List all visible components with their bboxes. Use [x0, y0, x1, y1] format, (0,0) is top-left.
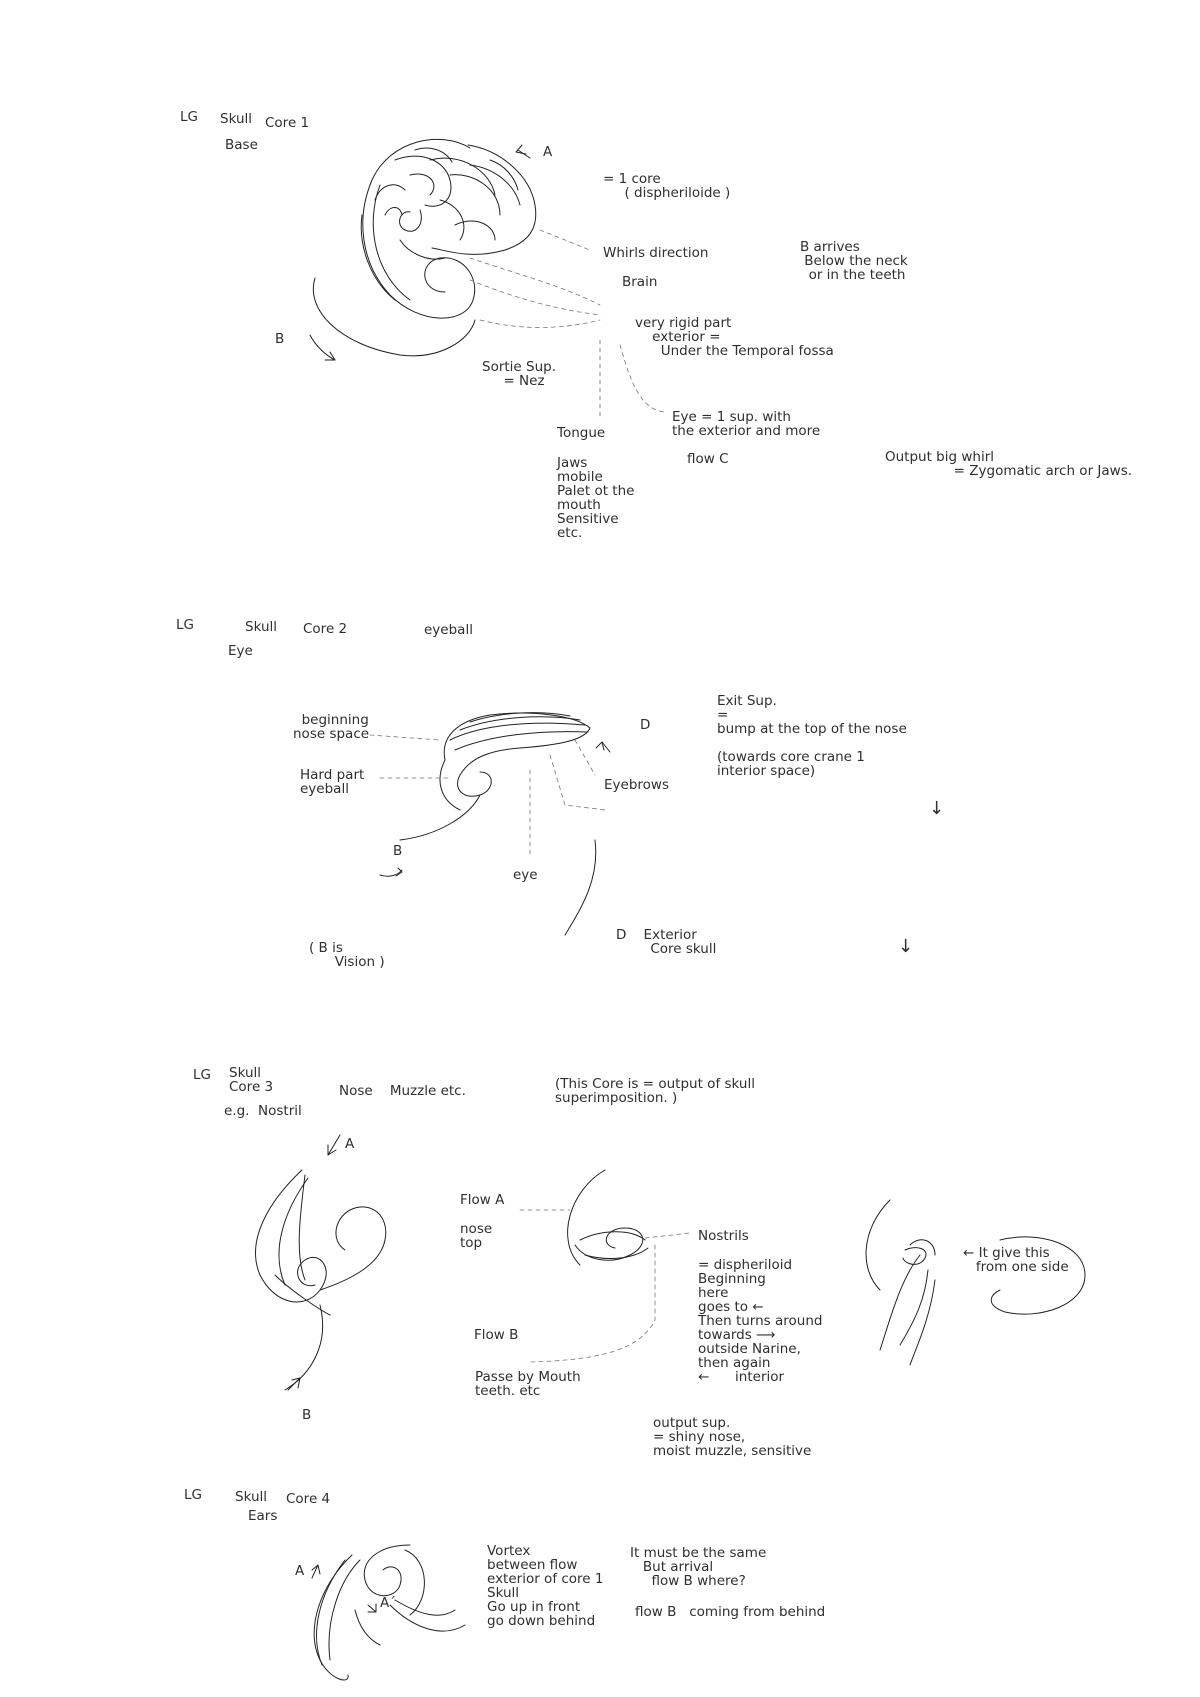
section1-label-a: A	[543, 144, 553, 160]
section2-arrow-down-1: ↓	[929, 798, 945, 819]
section1-tongue: Tongue	[557, 425, 606, 441]
section2-eye-label: eye	[513, 867, 538, 883]
section3-nose-top: nose top	[460, 1221, 493, 1251]
section4-must-be-same: It must be the same But arrival flow B where?	[630, 1545, 767, 1589]
section1-whirls-direction: Whirls direction	[603, 245, 709, 261]
section1-brain: Brain	[622, 274, 658, 290]
section1-eye-sup: Eye = 1 sup. with the exterior and more	[672, 409, 821, 439]
section3-nostrils: Nostrils	[698, 1228, 749, 1244]
section4-flow-b-behind: flow B coming from behind	[635, 1604, 826, 1620]
section2-eye: Eye	[228, 643, 253, 659]
section2-label-d: D	[640, 717, 651, 733]
section3-label-a: A	[345, 1136, 355, 1152]
section1-skull: Skull	[220, 111, 253, 127]
section3-nose-muzzle: Nose Muzzle etc.	[339, 1083, 466, 1099]
section2-arrow-down-2: ↓	[898, 936, 914, 957]
section2-beginning-nose: beginning nose space	[293, 712, 370, 742]
section2-core: Core 2	[303, 621, 348, 637]
section2-d-exterior: D Exterior Core skull	[616, 927, 717, 957]
section4-ears: Ears	[248, 1508, 278, 1524]
section2-eyebrows: Eyebrows	[604, 777, 669, 793]
section3-flow-a: Flow A	[460, 1192, 505, 1208]
section1-rigid-part: very rigid part exterior = Under the Temporal fossa	[635, 315, 834, 359]
section2-b-is-vision: ( B is Vision )	[309, 940, 385, 970]
section4-label-a: A	[295, 1563, 305, 1579]
section3-label-b: B	[302, 1407, 312, 1423]
section1-sortie-sup: Sortie Sup. = Nez	[482, 359, 557, 389]
section4-skull: Skull	[235, 1489, 268, 1505]
section3-nostril: e.g. Nostril	[224, 1103, 302, 1119]
section2-hard-part: Hard part eyeball	[300, 767, 365, 797]
section4-vortex: Vortex between flow exterior of core 1 Skull Go up in front go down behind	[487, 1543, 604, 1629]
core3-sketch	[256, 1135, 1085, 1390]
section2-exit-sup: Exit Sup. = bump at the top of the nose	[717, 693, 907, 737]
section1-base: Base	[225, 137, 258, 153]
section2-towards-core: (towards core crane 1 interior space)	[717, 749, 865, 779]
section3-dispheriloid: = dispheriloid Beginning here goes to ← Then turns around towards ⟶ outside Narine, then again ← interior	[698, 1257, 823, 1385]
section3-flow-b: Flow B	[474, 1327, 519, 1343]
section1-label-b: B	[275, 331, 285, 347]
section2-label-b: B	[393, 843, 403, 859]
section1-b-arrives: B arrives Below the neck or in the teeth	[800, 239, 908, 283]
section3-output-sup: output sup. = shiny nose, moist muzzle, sensitive	[653, 1415, 812, 1459]
core4-sketch	[312, 1545, 465, 1680]
section2-lg: LG	[176, 617, 194, 633]
section1-jaws: Jaws mobile Palet ot the mouth Sensitive etc.	[557, 455, 635, 541]
section1-output-big-whirl: Output big whirl = Zygomatic arch or Jaws.	[885, 449, 1133, 479]
section1-core: Core 1	[265, 115, 310, 131]
section3-it-give: ← It give this from one side	[963, 1245, 1069, 1275]
section4-lg: LG	[184, 1487, 202, 1503]
section3-this-core: (This Core is = output of skull superimposition. )	[555, 1076, 755, 1106]
section2-eyeball: eyeball	[424, 622, 473, 638]
section3-lg: LG	[193, 1067, 211, 1083]
section1-lg: LG	[180, 109, 198, 125]
section1-flow-c: flow C	[687, 451, 729, 467]
section4-core: Core 4	[286, 1491, 331, 1507]
core2-sketch	[370, 713, 610, 935]
section3-skull: Skull Core 3	[229, 1065, 274, 1095]
section3-passe-by: Passe by Mouth teeth. etc	[475, 1369, 581, 1399]
section4-label-a-prime: A´	[380, 1595, 396, 1611]
section1-one-core: = 1 core ( dispheriloide )	[603, 171, 731, 201]
section2-skull: Skull	[245, 619, 278, 635]
